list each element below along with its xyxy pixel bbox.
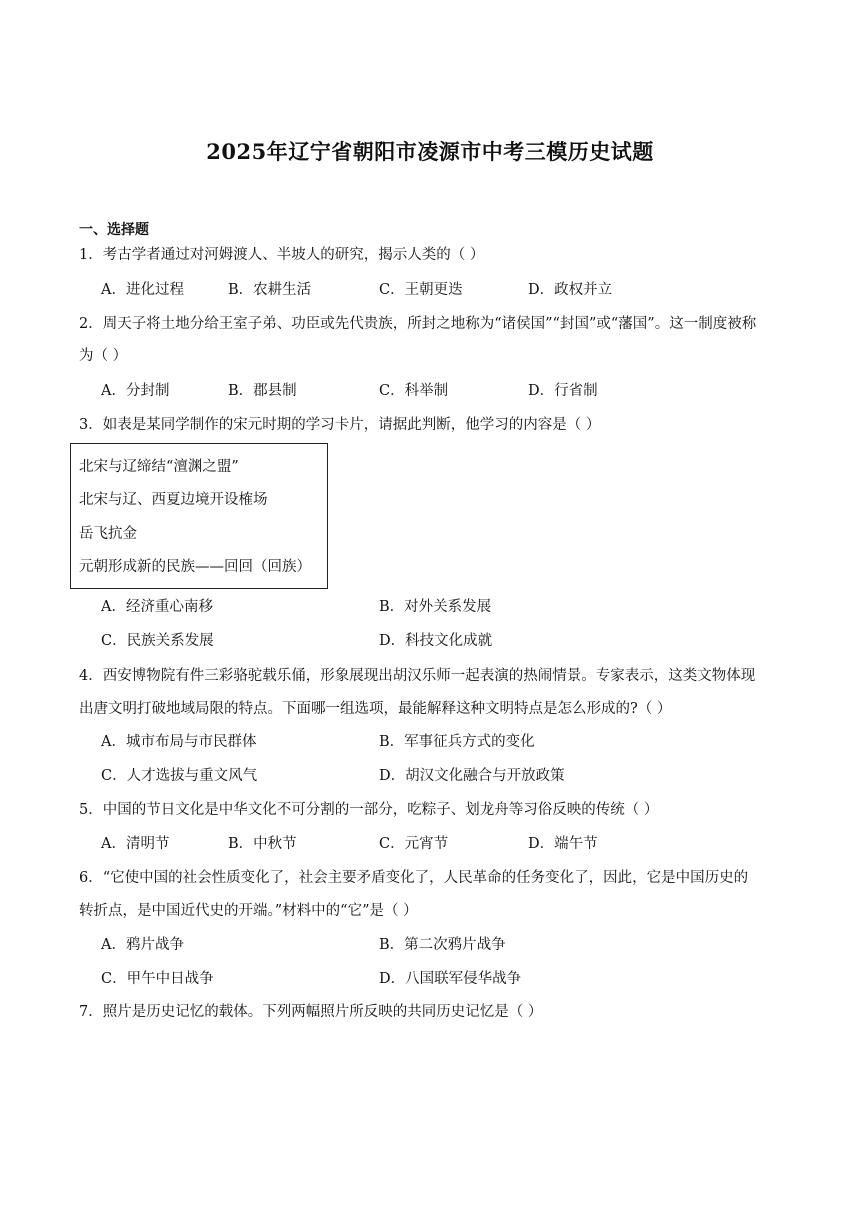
question-6-option-a: A．鸦片战争	[101, 937, 184, 953]
question-4-stem-line-2: 出唐文明打破地域局限的特点。下面哪一组选项，最能解释这种文明特点是怎么形成的?（ ）	[79, 701, 672, 717]
question-6-stem-line-1: 6．“它使中国的社会性质变化了，社会主要矛盾变化了，人民革命的任务变化了，因此，它是中国历史的	[79, 870, 749, 886]
exam-title: 2025年辽宁省朝阳市凌源市中考三模历史试题	[206, 139, 654, 164]
question-5-option-d: D．端午节	[528, 836, 598, 852]
question-1-stem: 1．考古学者通过对河姆渡人、半坡人的研究，揭示人类的（ ）	[79, 247, 485, 263]
question-3-stem: 3．如表是某同学制作的宋元时期的学习卡片，请据此判断，他学习的内容是（ ）	[79, 417, 601, 433]
question-2-option-d: D．行省制	[528, 383, 598, 399]
section-heading: 一、选择题	[79, 222, 149, 238]
question-7-stem: 7．照片是历史记忆的载体。下列两幅照片所反映的共同历史记忆是（ ）	[79, 1004, 543, 1020]
question-5-stem: 5．中国的节日文化是中华文化不可分割的一部分，吃粽子、划龙舟等习俗反映的传统（ ）	[79, 802, 659, 818]
study-card-item: 北宋与辽、西夏边境开设榷场	[79, 492, 268, 508]
question-5-option-b: B．中秋节	[228, 836, 297, 852]
question-6-stem-line-2: 转折点，是中国近代史的开端。”材料中的“它”是（ ）	[79, 903, 418, 919]
question-3-option-a: A．经济重心南移	[101, 599, 213, 615]
question-3-option-b: B．对外关系发展	[379, 599, 492, 615]
question-2-option-b: B．郡县制	[228, 383, 297, 399]
question-4-option-c: C．人才选拔与重文风气	[101, 768, 258, 784]
question-4-option-b: B．军事征兵方式的变化	[379, 734, 535, 750]
question-2-stem-line-2: 为（ ）	[79, 348, 128, 364]
study-card-item: 元朝形成新的民族——回回（回族）	[79, 559, 311, 575]
study-card-item: 岳飞抗金	[79, 526, 137, 542]
question-5-option-c: C．元宵节	[379, 836, 449, 852]
study-card	[70, 443, 328, 589]
question-2-stem-line-1: 2．周天子将土地分给王室子弟、功臣或先代贵族，所封之地称为“诸侯国”“封国”或“藩国”。这一制度被称	[79, 316, 757, 332]
question-4-stem-line-1: 4．西安博物院有件三彩骆驼载乐俑，形象展现出胡汉乐师一起表演的热闹情景。专家表示，这类文物体现	[79, 668, 756, 684]
question-5-option-a: A．清明节	[101, 836, 170, 852]
question-1-option-c: C．王朝更迭	[379, 282, 463, 298]
question-6-option-d: D．八国联军侵华战争	[379, 971, 522, 987]
question-1-option-a: A．进化过程	[101, 282, 184, 298]
study-card-item: 北宋与辽缔结“澶渊之盟”	[79, 459, 239, 475]
question-6-option-b: B．第二次鸦片战争	[379, 937, 506, 953]
question-6-option-c: C．甲午中日战争	[101, 971, 214, 987]
question-1-option-d: D．政权并立	[528, 282, 613, 298]
question-4-option-a: A．城市布局与市民群体	[101, 734, 257, 750]
question-3-option-d: D．科技文化成就	[379, 633, 493, 649]
question-2-option-a: A．分封制	[101, 383, 170, 399]
question-2-option-c: C．科举制	[379, 383, 449, 399]
question-4-option-d: D．胡汉文化融合与开放政策	[379, 768, 565, 784]
question-1-option-b: B．农耕生活	[228, 282, 312, 298]
question-3-option-c: C．民族关系发展	[101, 633, 214, 649]
